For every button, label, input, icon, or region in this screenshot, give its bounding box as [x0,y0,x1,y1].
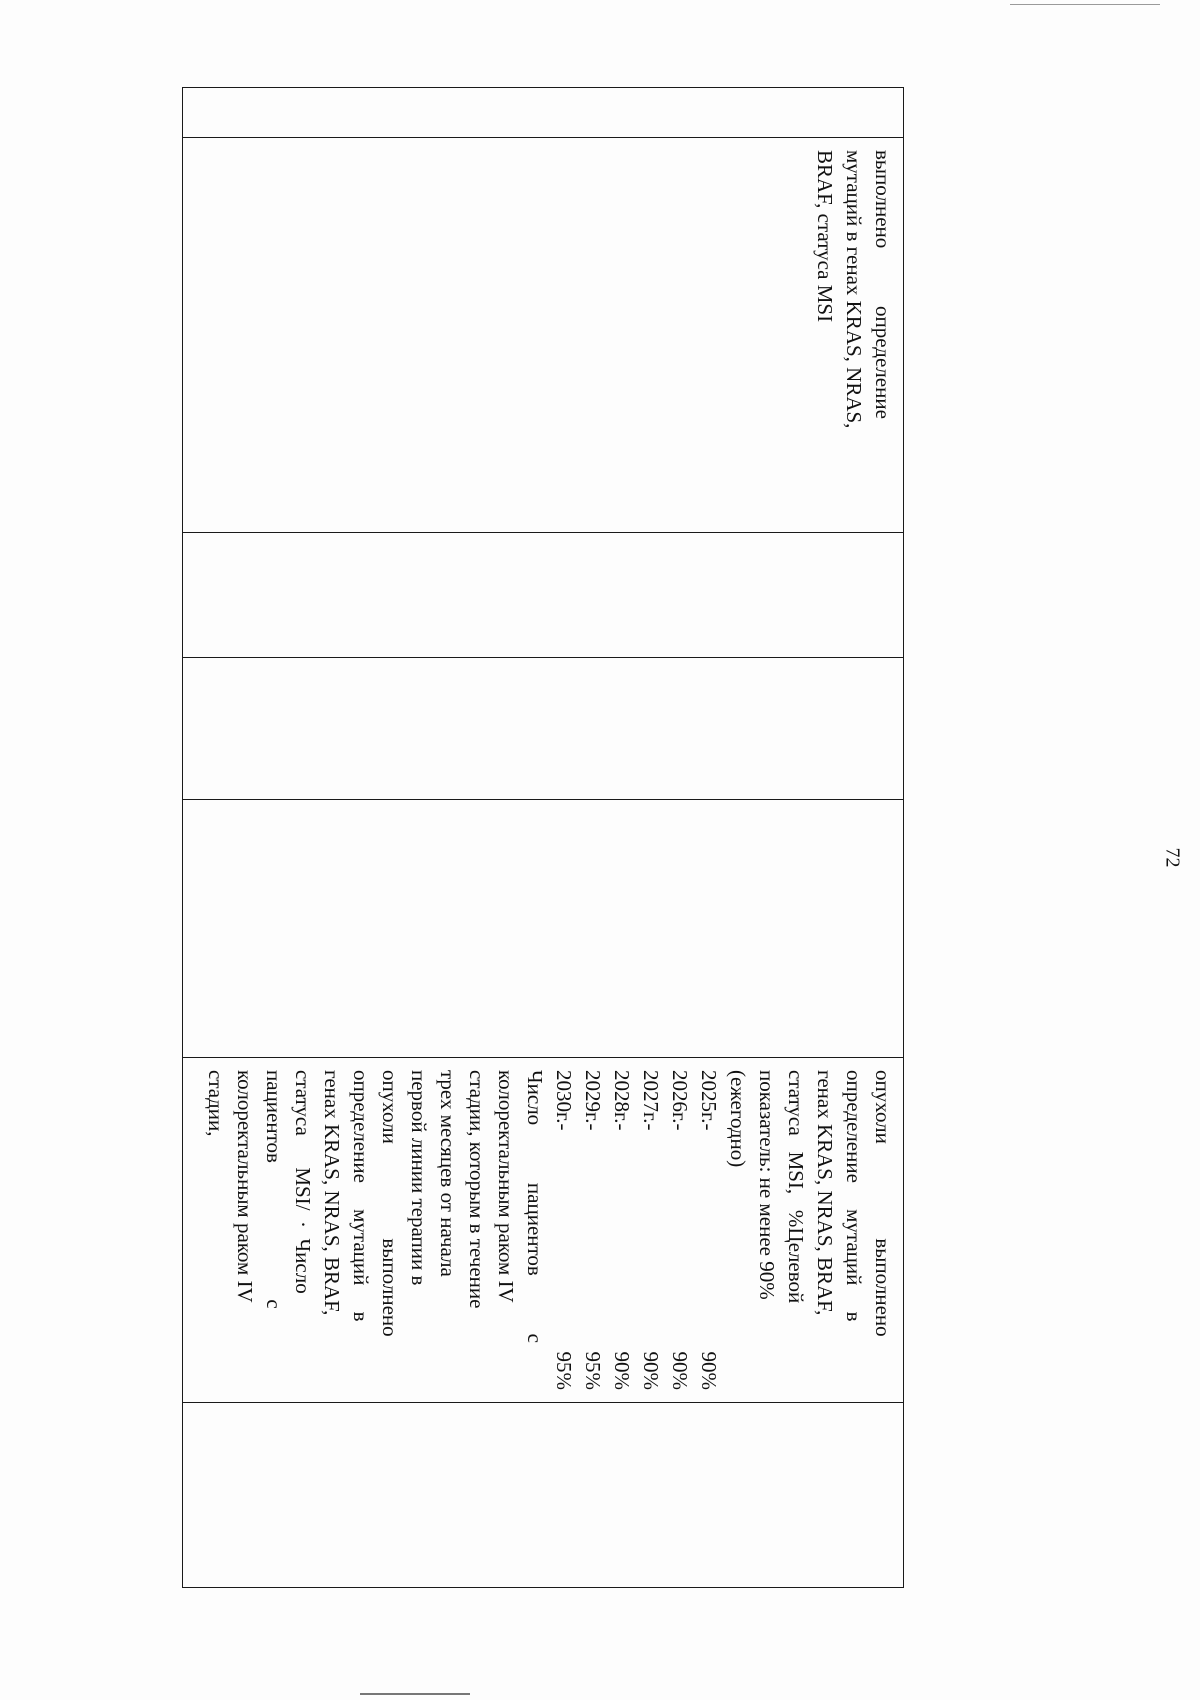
year-label: 2028г.- [610,1070,634,1131]
target-value: 95% [581,1351,605,1390]
description-tail-line: колоректальным раком IV [494,1070,518,1303]
description-tail-line: определение мутаций в [349,1070,373,1322]
table-cell-col-0 [183,88,904,138]
table-cell-col-1 [183,138,904,533]
table-cell-col-6 [183,1403,904,1588]
description-head-line: показатель: не менее 90% [755,1070,779,1300]
year-label: 2029г.- [581,1070,605,1131]
yearly-target-row [607,1070,636,1390]
yearly-target-row [549,1070,578,1390]
table-cell-col-2 [183,533,904,658]
year-label: 2026г.- [668,1070,692,1131]
table-cell-col-5 [183,1058,904,1403]
description-tail-line: стадии, [204,1070,228,1137]
indicator-name-line: мутаций в генах KRAS, NRAS, [842,150,866,429]
description-head-line: опухоли выполнено [871,1070,895,1337]
target-value: 90% [668,1351,692,1390]
indicator-name-line: BRAF, статуса MSI [813,150,837,323]
yearly-target-row [694,1070,723,1390]
yearly-target-row [578,1070,607,1390]
description-head-line: генах KRAS, NRAS, BRAF, [813,1070,837,1316]
target-value: 90% [639,1351,663,1390]
description-tail-line: первой линии терапии в [407,1070,431,1286]
description-tail-line: Число пациентов с [523,1070,547,1343]
description-tail-line: пациентов с [262,1070,286,1309]
table-cell-col-4 [183,800,904,1058]
target-value: 90% [610,1351,634,1390]
table-cell-col-3 [183,658,904,800]
description-tail-line: генах KRAS, NRAS, BRAF, [320,1070,344,1316]
target-value: 90% [697,1351,721,1390]
description-tail-line: трех месяцев от начала [436,1070,460,1277]
description-tail-line: статуса MSI/ · Число [291,1070,315,1294]
year-label: 2025г.- [697,1070,721,1131]
table-row [183,88,904,1588]
description-tail-line: колоректальным раком IV [233,1070,257,1303]
description-tail-line: опухоли выполнено [378,1070,402,1337]
indicator-name-text [810,138,903,532]
description-head-line: статуса MSI, %Целевой [784,1070,808,1304]
target-value: 95% [552,1351,576,1390]
description-head-line: (ежегодно) [726,1070,750,1168]
description-head-line: определение мутаций в [842,1070,866,1322]
indicator-description-text [201,1058,903,1402]
year-label: 2027г.- [639,1070,663,1131]
indicator-table [182,87,904,1588]
indicator-name-line: выполнено определение [871,150,895,419]
description-tail-line: стадии, которым в течение [465,1070,489,1309]
yearly-targets-list [549,1070,723,1390]
scan-artifact-top-line [1010,4,1160,5]
scan-artifact-bottom-line [360,1693,470,1695]
year-label: 2030г.- [552,1070,576,1131]
yearly-target-row [665,1070,694,1390]
page-number: 72 [1161,847,1184,868]
rotated-table-frame [182,87,904,1587]
yearly-target-row [636,1070,665,1390]
